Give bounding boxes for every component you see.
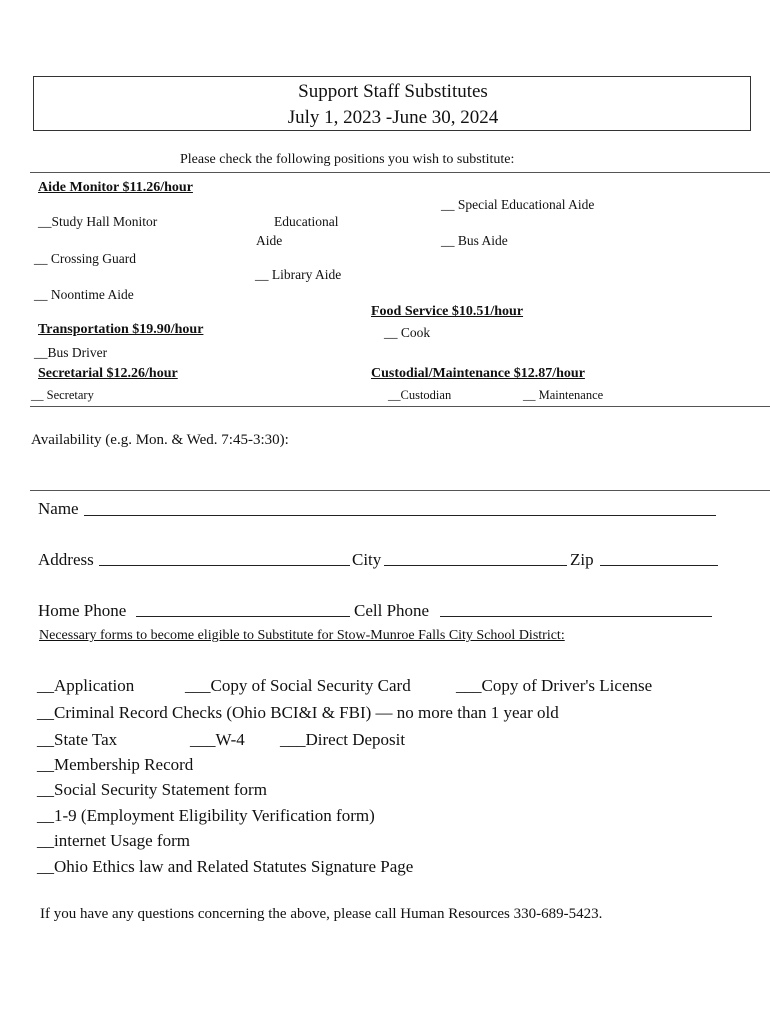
option-study-hall-monitor[interactable]: __Study Hall Monitor [38, 214, 158, 229]
custodial-heading: Custodial/Maintenance $12.87/hour [371, 366, 585, 381]
forms-heading: Necessary forms to become eligible to Substitute for Stow-Munroe Falls City School District: [39, 628, 565, 643]
option-cook[interactable]: __ Cook [384, 325, 431, 340]
option-special-educational-aide[interactable]: __ Special Educational Aide [441, 197, 595, 212]
option-educational-aide-line1[interactable]: Educational [274, 214, 339, 229]
name-field[interactable] [84, 515, 716, 516]
cell-phone-field[interactable] [440, 616, 712, 617]
zip-field[interactable] [600, 565, 718, 566]
name-label: Name [38, 499, 79, 518]
form-application[interactable]: __Application [37, 676, 135, 695]
form-state-tax[interactable]: __State Tax [37, 730, 118, 749]
option-educational-aide-line2: Aide [256, 233, 283, 248]
address-field[interactable] [99, 565, 350, 566]
option-bus-driver[interactable]: __Bus Driver [34, 345, 108, 360]
form-ohio-ethics[interactable]: __Ohio Ethics law and Related Statutes Signature Page [37, 857, 414, 876]
form-ss-card[interactable]: ___Copy of Social Security Card [185, 676, 411, 695]
option-bus-aide[interactable]: __ Bus Aide [441, 233, 508, 248]
city-field[interactable] [384, 565, 567, 566]
home-phone-field[interactable] [136, 616, 350, 617]
secretarial-heading: Secretarial $12.26/hour [38, 366, 178, 381]
divider-availability [30, 490, 770, 491]
transportation-heading: Transportation $19.90/hour [38, 322, 204, 337]
form-title: Support Staff Substitutes [298, 81, 488, 102]
food-service-heading: Food Service $10.51/hour [371, 304, 524, 319]
divider-top [30, 172, 770, 173]
form-drivers-license[interactable]: ___Copy of Driver's License [456, 676, 653, 695]
city-label: City [352, 550, 382, 569]
option-maintenance[interactable]: __ Maintenance [523, 388, 604, 402]
form-criminal-record-checks[interactable]: __Criminal Record Checks (Ohio BCI&I & FBI) — no more than 1 year old [37, 703, 559, 722]
zip-label: Zip [570, 550, 594, 569]
aide-heading: Aide Monitor $11.26/hour [38, 180, 193, 195]
option-library-aide[interactable]: __ Library Aide [255, 267, 342, 282]
home-phone-label: Home Phone [38, 601, 127, 620]
intro-text: Please check the following positions you wish to substitute: [180, 152, 515, 167]
form-membership-record[interactable]: __Membership Record [37, 755, 194, 774]
address-label: Address [38, 550, 94, 569]
form-dates: July 1, 2023 -June 30, 2024 [287, 107, 499, 128]
form-ss-statement[interactable]: __Social Security Statement form [37, 780, 267, 799]
form-internet-usage[interactable]: __internet Usage form [37, 831, 190, 850]
cell-phone-label: Cell Phone [354, 601, 430, 620]
form-w4[interactable]: ___W-4 [190, 730, 245, 749]
option-crossing-guard[interactable]: __ Crossing Guard [34, 251, 136, 266]
divider-positions [30, 406, 770, 407]
title-box [33, 76, 751, 131]
availability-label: Availability (e.g. Mon. & Wed. 7:45-3:30): [31, 432, 289, 448]
form-i9[interactable]: __1-9 (Employment Eligibility Verification form) [37, 806, 375, 825]
option-custodian[interactable]: __Custodian [388, 388, 452, 402]
option-noontime-aide[interactable]: __ Noontime Aide [34, 287, 134, 302]
option-secretary[interactable]: __ Secretary [31, 388, 94, 402]
footer-contact: If you have any questions concerning the above, please call Human Resources 330-689-5423. [40, 906, 603, 922]
form-direct-deposit[interactable]: ___Direct Deposit [280, 730, 406, 749]
